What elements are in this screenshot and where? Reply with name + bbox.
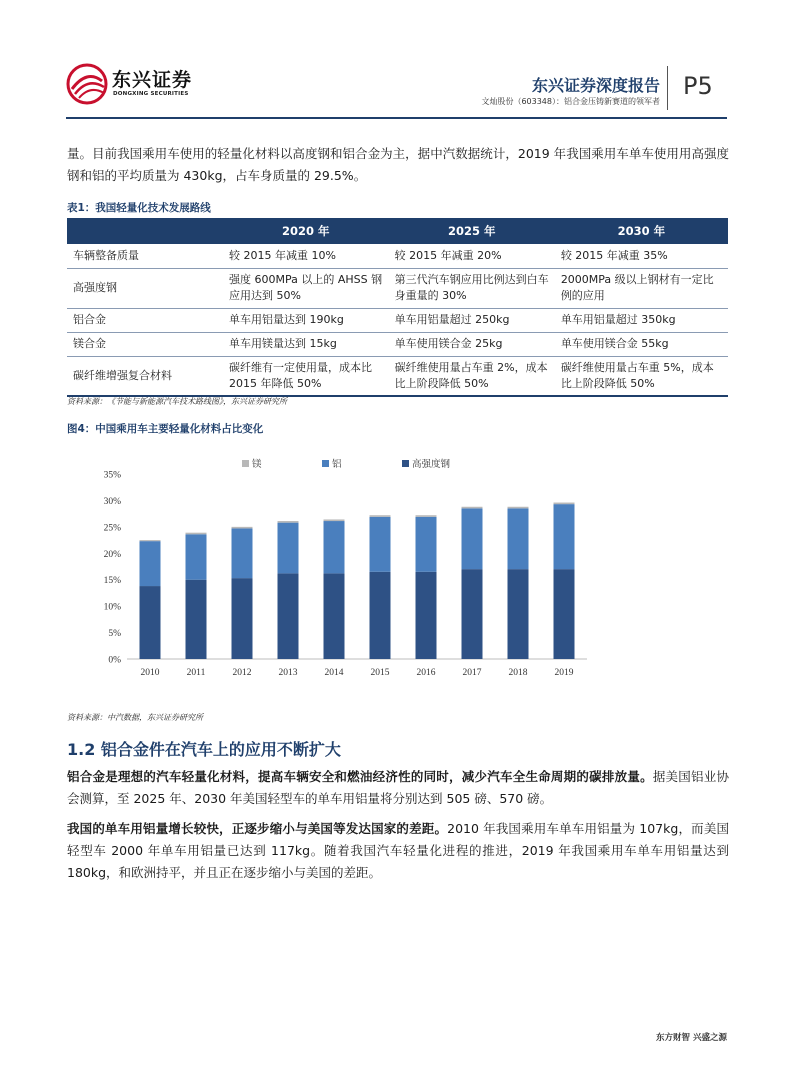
- paragraph-2-lead: 我国的单车用铝量增长较快，正逐步缩小与美国等发达国家的差距。: [67, 821, 448, 836]
- bar-segment-steel: [508, 569, 529, 659]
- bar-segment-steel: [554, 569, 575, 659]
- table-cell: 较 2015 年减重 10%: [223, 244, 389, 268]
- table-header-cell: 2020 年: [223, 218, 389, 244]
- bar-segment-aluminum: [416, 517, 437, 572]
- table-cell: 单车用镁量达到 15kg: [223, 332, 389, 356]
- table-cell: 2000MPa 级以上钢材有一定比例的应用: [555, 268, 728, 308]
- report-title: 东兴证券深度报告: [531, 76, 660, 95]
- table-row-label: 高强度钢: [67, 268, 223, 308]
- material-share-chart: [67, 447, 728, 707]
- figure-source: 资料来源：中汽数据，东兴证券研究所: [67, 713, 203, 722]
- lightweight-roadmap-table: [67, 218, 728, 397]
- bar-segment-aluminum: [508, 508, 529, 569]
- bar-segment-magnesium: [554, 503, 575, 505]
- section-paragraph-1: [67, 766, 729, 810]
- bar-segment-aluminum: [370, 517, 391, 572]
- bar-segment-magnesium: [508, 507, 529, 509]
- paragraph-2-body: 2010 年我国乘用车单车用铝量为 107kg，而美国轻型车 2000 年单车用铝量已达到 117kg。随着我国汽车轻量化进程的推进，2019 年我国乘用车单车用铝量达到 180kg，和欧洲持平，并且正在逐步缩小与美国的差距。: [67, 821, 729, 880]
- figure-caption: 图4：中国乘用车主要轻量化材料占比变化: [67, 423, 264, 435]
- y-tick-label: 35%: [103, 470, 121, 481]
- y-tick-label: 20%: [103, 549, 121, 560]
- x-tick-label: 2016: [416, 668, 436, 678]
- legend-swatch: [322, 460, 329, 467]
- company-logo: [66, 63, 196, 105]
- bar-segment-aluminum: [462, 508, 483, 569]
- table-row: [67, 356, 728, 396]
- legend-label: 高强度钢: [412, 459, 451, 470]
- x-tick-label: 2015: [370, 668, 390, 678]
- bar-segment-steel: [140, 586, 161, 659]
- bar-segment-magnesium: [278, 521, 299, 523]
- bar-segment-magnesium: [462, 507, 483, 509]
- table-row-label: 镁合金: [67, 332, 223, 356]
- bar-segment-magnesium: [370, 515, 391, 517]
- header-rule: [66, 117, 727, 119]
- x-tick-label: 2010: [140, 668, 160, 678]
- x-tick-label: 2012: [232, 668, 252, 678]
- bar-segment-steel: [324, 573, 345, 659]
- y-tick-label: 10%: [103, 602, 121, 613]
- page-number: P5: [683, 72, 713, 100]
- logo-name-cn: 东兴证券: [112, 69, 193, 91]
- table-row-label: 碳纤维增强复合材料: [67, 356, 223, 396]
- bar-segment-aluminum: [324, 521, 345, 573]
- x-tick-label: 2019: [554, 668, 574, 678]
- intro-paragraph: 量。目前我国乘用车使用的轻量化材料以高度钢和铝合金为主，据中汽数据统计，2019 年我国乘用车单车使用用高强度钢和铝的平均质量为 430kg，占车身质量的 29.5%。: [67, 146, 729, 183]
- footer-slogan: 东方财智 兴盛之源: [656, 1033, 727, 1043]
- x-tick-label: 2018: [508, 668, 528, 678]
- table-cell: 单车使用镁合金 25kg: [389, 332, 555, 356]
- bar-segment-steel: [232, 578, 253, 659]
- table-cell: 较 2015 年减重 35%: [555, 244, 728, 268]
- bar-segment-magnesium: [324, 519, 345, 521]
- bar-segment-aluminum: [278, 523, 299, 574]
- table-cell: 单车用铝量超过 350kg: [555, 308, 728, 332]
- table-cell: 单车用铝量超过 250kg: [389, 308, 555, 332]
- bar-segment-steel: [370, 572, 391, 659]
- table-header-row: [67, 218, 728, 244]
- logo-emblem-icon: [66, 63, 110, 105]
- bar-segment-steel: [278, 573, 299, 659]
- bar-segment-aluminum: [232, 528, 253, 578]
- x-tick-label: 2013: [278, 668, 298, 678]
- y-tick-label: 25%: [103, 523, 121, 534]
- paragraph-1-body: 据美国铝业协会测算，至 2025 年、2030 年美国轻型车的单车用铝量将分别达到 505 磅、570 磅。: [67, 769, 729, 806]
- report-subtitle: 文灿股份（603348）：铝合金压铸新赛道的领军者: [481, 97, 660, 106]
- x-tick-label: 2011: [186, 668, 206, 678]
- bar-segment-steel: [462, 569, 483, 659]
- bar-segment-aluminum: [140, 541, 161, 586]
- bar-segment-aluminum: [554, 504, 575, 569]
- bar-segment-aluminum: [186, 534, 207, 579]
- table-cell: 单车使用镁合金 55kg: [555, 332, 728, 356]
- section-paragraph-2: [67, 818, 729, 884]
- y-tick-label: 30%: [103, 496, 121, 507]
- table-cell: 碳纤维有一定使用量，成本比 2015 年降低 50%: [223, 356, 389, 396]
- table-cell: 第三代汽车钢应用比例达到白车身重量的 30%: [389, 268, 555, 308]
- x-tick-label: 2017: [462, 668, 482, 678]
- table-row: [67, 244, 728, 268]
- y-tick-label: 5%: [108, 629, 121, 640]
- legend-swatch: [402, 460, 409, 467]
- bar-segment-magnesium: [140, 540, 161, 541]
- bar-segment-steel: [186, 580, 207, 659]
- bar-segment-magnesium: [232, 527, 253, 529]
- header-divider: [667, 66, 668, 110]
- legend-label: 铝: [332, 459, 342, 470]
- table-cell: 强度 600MPa 以上的 AHSS 钢应用达到 50%: [223, 268, 389, 308]
- table-cell: 较 2015 年减重 20%: [389, 244, 555, 268]
- legend-swatch: [242, 460, 249, 467]
- logo-name-en: DONGXING SECURITIES: [113, 91, 189, 97]
- table-cell: 碳纤维使用量占车重 5%，成本比上阶段降低 50%: [555, 356, 728, 396]
- y-tick-label: 0%: [108, 655, 121, 666]
- table-row-label: 铝合金: [67, 308, 223, 332]
- x-tick-label: 2014: [324, 668, 344, 678]
- table-caption: 表1：我国轻量化技术发展路线: [67, 202, 211, 214]
- table-row: [67, 332, 728, 356]
- table-header-cell: 2025 年: [389, 218, 555, 244]
- bar-segment-magnesium: [416, 515, 437, 517]
- table-header-cell: 2030 年: [555, 218, 728, 244]
- table-source: 资料来源：《节能与新能源汽车技术路线图》，东兴证券研究所: [67, 397, 287, 406]
- table-cell: 碳纤维使用量占车重 2%，成本比上阶段降低 50%: [389, 356, 555, 396]
- bar-segment-steel: [416, 572, 437, 659]
- bar-segment-magnesium: [186, 533, 207, 535]
- table-header-cell: [67, 218, 223, 244]
- section-title: 1.2 铝合金件在汽车上的应用不断扩大: [67, 740, 341, 759]
- paragraph-1-lead: 铝合金是理想的汽车轻量化材料，提高车辆安全和燃油经济性的同时，减少汽车全生命周期的碳排放量。: [67, 769, 653, 784]
- table-row: [67, 308, 728, 332]
- table-row-label: 车辆整备质量: [67, 244, 223, 268]
- legend-label: 镁: [252, 459, 262, 470]
- table-cell: 单车用铝量达到 190kg: [223, 308, 389, 332]
- y-tick-label: 15%: [103, 576, 121, 587]
- table-row: [67, 268, 728, 308]
